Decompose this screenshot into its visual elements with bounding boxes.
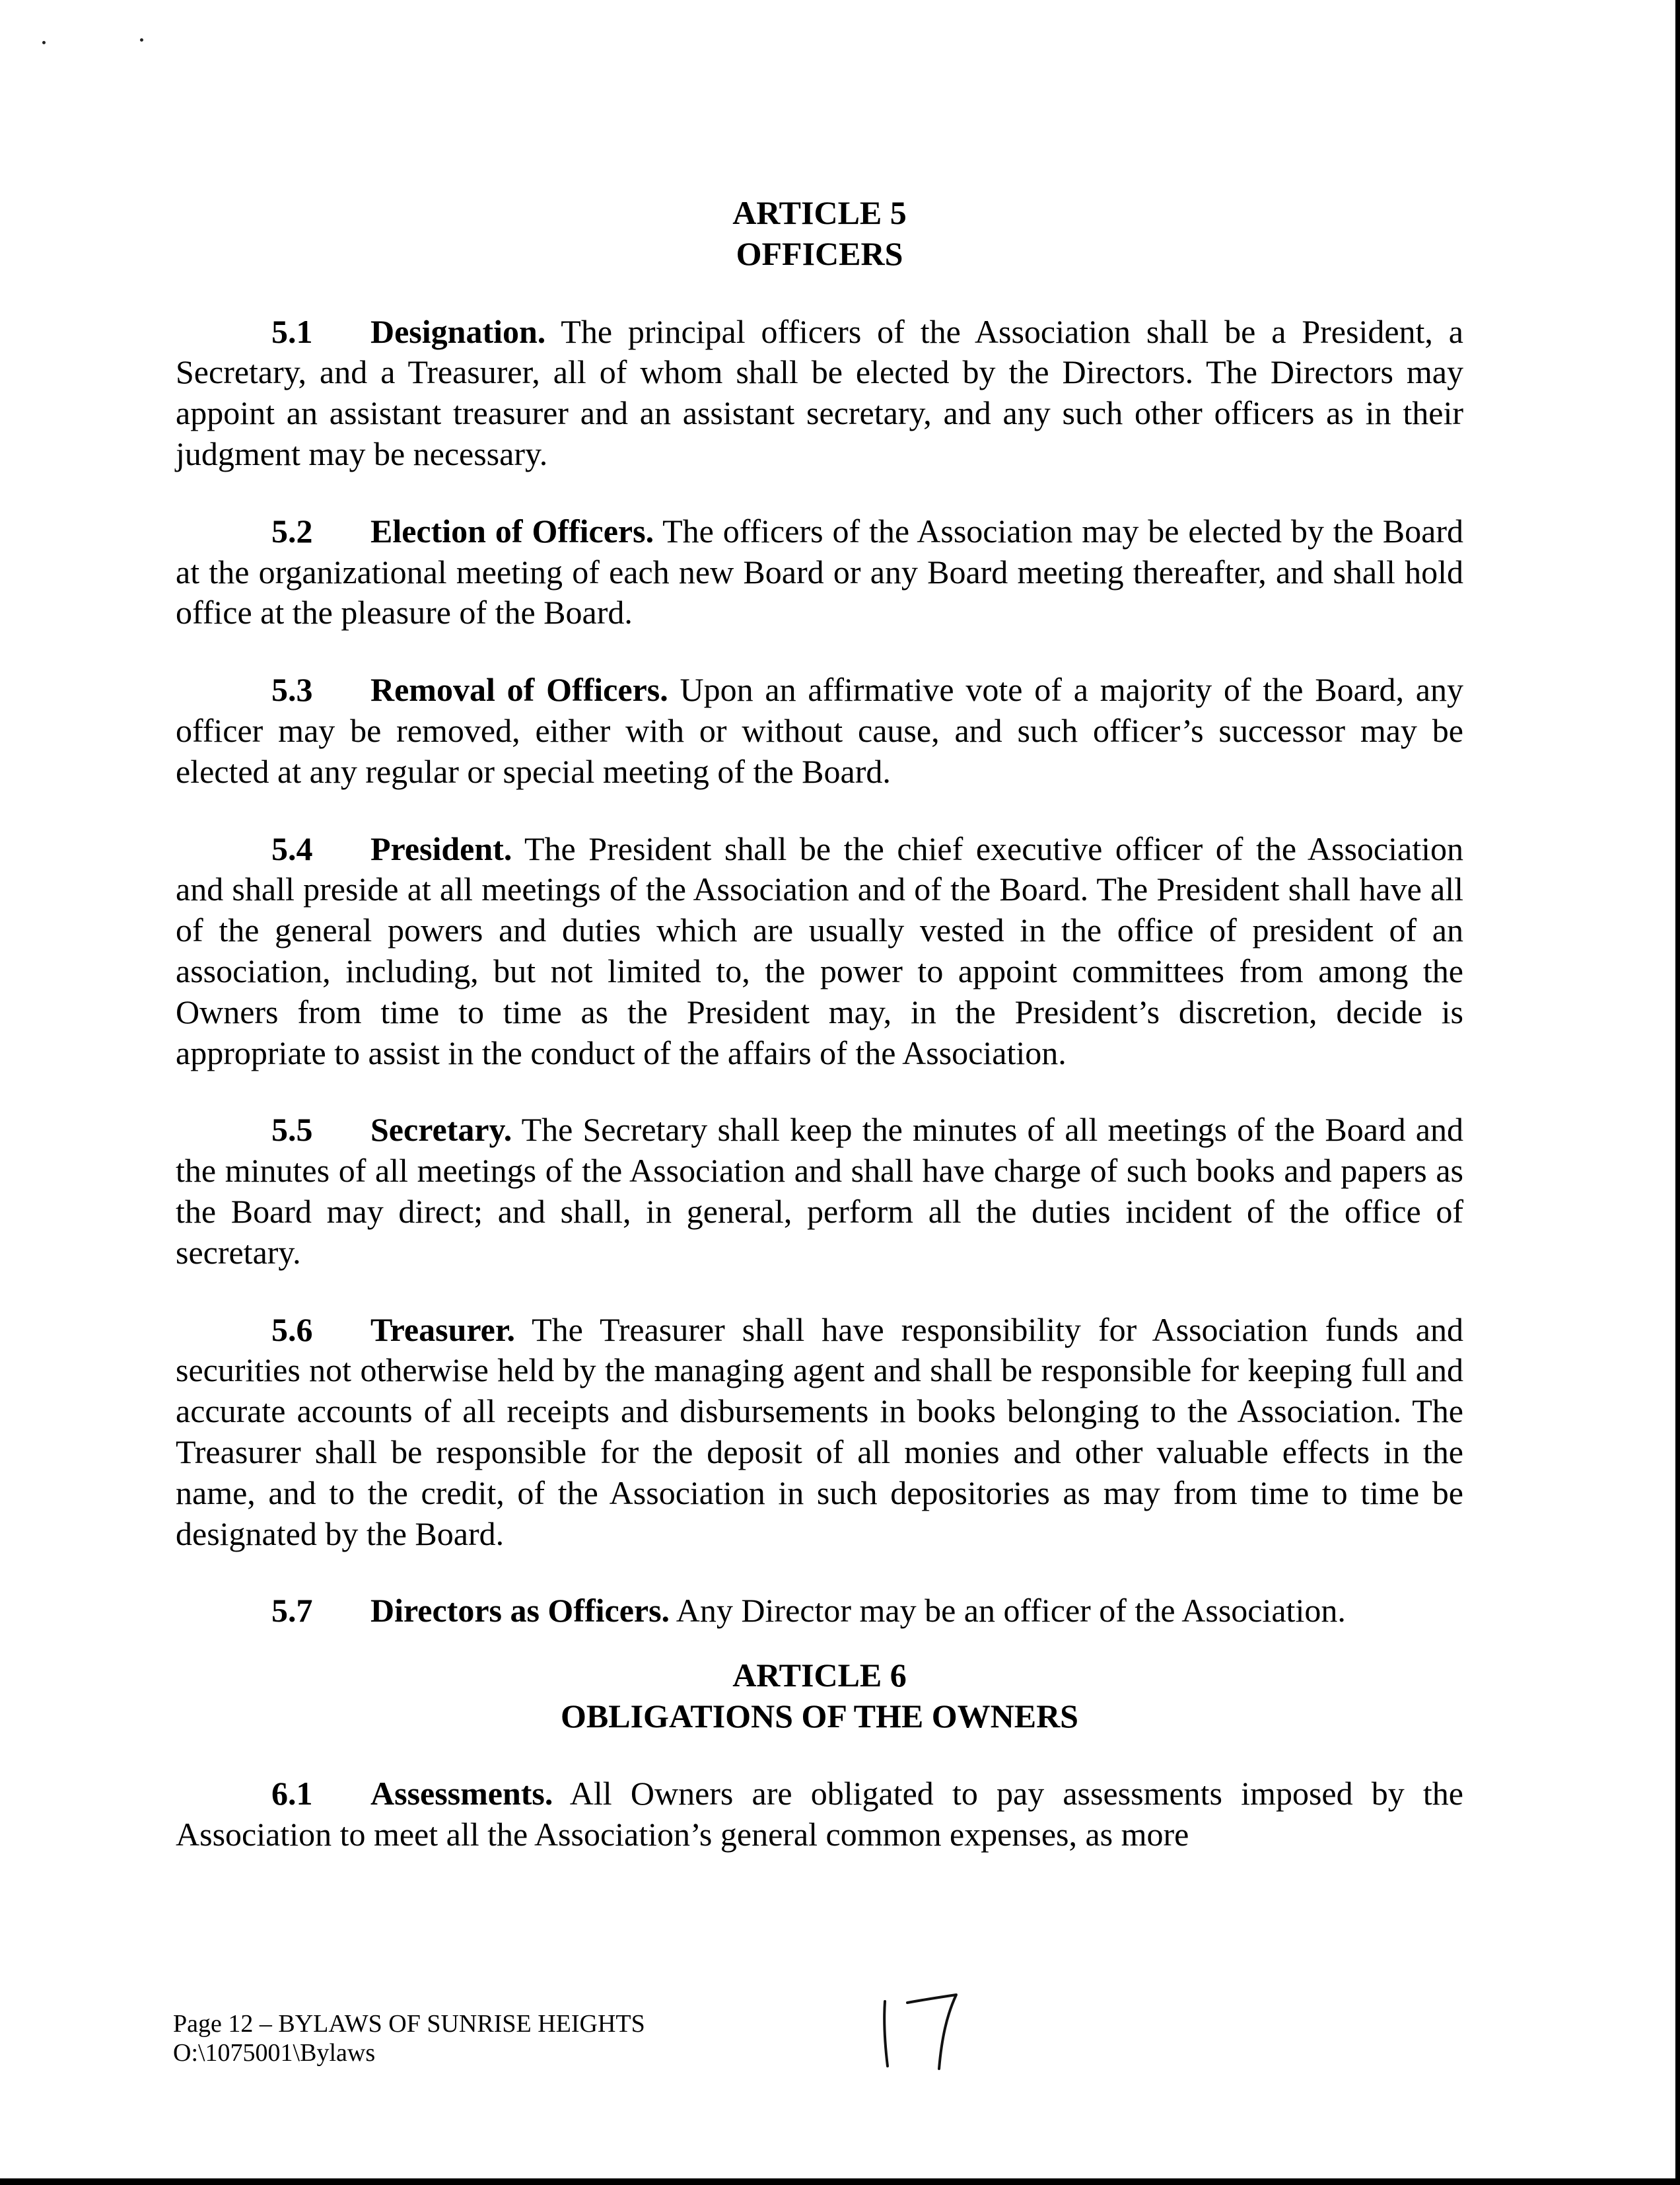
article-heading — [176, 193, 1463, 275]
section-6-1 — [176, 1773, 1463, 1855]
handwritten-page-number — [876, 1988, 968, 2074]
section-number: 5.5 — [271, 1111, 313, 1149]
section-5-5 — [176, 1110, 1463, 1273]
article-title: OFFICERS — [736, 234, 903, 272]
document-body — [176, 193, 1463, 1855]
section-text: The President shall be the chief executive officer of the Association and shall preside at all meetings of the Association and of the Board. The President shall have all of the general powers and duties which are usually vested in the office of president of an association, including, but not limited to, the power to appoint committees from among the Owners from time to time as the President may, in the President’s discretion, decide is appropriate to assist in the conduct of the affairs of the Association. — [176, 830, 1463, 1071]
section-text: The Secretary shall keep the minutes of all meetings of the Board and the minutes of all meetings of the Association and shall have charge of such books and papers as the Board may direct; and shall, in general, perform all the duties incident of the office of secretary. — [176, 1111, 1463, 1271]
section-title: Assessments. — [370, 1774, 553, 1812]
scan-border-bottom — [0, 2178, 1680, 2185]
section-5-3 — [176, 670, 1463, 792]
section-title: Directors as Officers. — [370, 1592, 670, 1630]
section-number: 6.1 — [271, 1774, 313, 1812]
section-text: Upon an affirmative vote of a majority of the Board, any officer may be removed, either with or without cause, and such officer’s successor may be elected at any regular or special meeting of the Board. — [176, 671, 1463, 790]
section-text: The officers of the Association may be elected by the Board at the organizational meeting of each new Board or any Board meeting thereafter, and shall hold office at the pleasure of the Board. — [176, 512, 1463, 631]
section-text: All Owners are obligated to pay assessments imposed by the Association to meet all the Association’s general common expenses, as more — [176, 1774, 1463, 1853]
article-title: OBLIGATIONS OF THE OWNERS — [561, 1697, 1078, 1735]
section-title: Election of Officers. — [370, 512, 654, 550]
footer-file-path: O:\1075001\Bylaws — [173, 2039, 376, 2067]
footer-page-label: Page 12 – BYLAWS OF SUNRISE HEIGHTS — [173, 2010, 645, 2038]
page-footer — [173, 2009, 645, 2067]
section-text: The principal officers of the Association shall be a President, a Secretary, and a Treasurer, all of whom shall be elected by the Directors. The Directors may appoint an assistant treasurer and an assistant secretary, and any such other officers as in their judgment may be necessary. — [176, 312, 1463, 472]
section-number: 5.2 — [271, 512, 313, 550]
section-5-2 — [176, 511, 1463, 633]
article-heading — [176, 1655, 1463, 1737]
section-5-6 — [176, 1310, 1463, 1555]
section-title: President. — [370, 830, 512, 867]
section-5-4 — [176, 829, 1463, 1074]
article-number: ARTICLE 6 — [732, 1657, 907, 1694]
scan-speck — [42, 41, 46, 44]
scan-speck — [140, 38, 143, 42]
section-title: Removal of Officers. — [370, 671, 668, 709]
section-number: 5.3 — [271, 671, 313, 709]
section-5-7 — [176, 1591, 1463, 1631]
article-number: ARTICLE 5 — [732, 194, 907, 231]
section-title: Secretary. — [370, 1111, 512, 1149]
section-title: Designation. — [370, 312, 546, 350]
section-number: 5.1 — [271, 312, 313, 350]
section-title: Treasurer. — [370, 1310, 515, 1348]
section-5-1 — [176, 312, 1463, 475]
section-number: 5.7 — [271, 1592, 313, 1630]
section-number: 5.6 — [271, 1310, 313, 1348]
scan-border-right — [1675, 0, 1680, 2185]
section-number: 5.4 — [271, 830, 313, 867]
section-text: The Treasurer shall have responsibility for Association funds and securities not otherwise held by the managing agent and shall be responsible for keeping full and accurate accounts of all receipts and disbursements in books belonging to the Association. The Treasurer shall be responsible for the deposit of all monies and other valuable effects in the name, and to the credit, of the Association in such depositories as may from time to time be designated by the Board. — [176, 1310, 1463, 1552]
section-text: Any Director may be an officer of the Association. — [670, 1592, 1346, 1630]
